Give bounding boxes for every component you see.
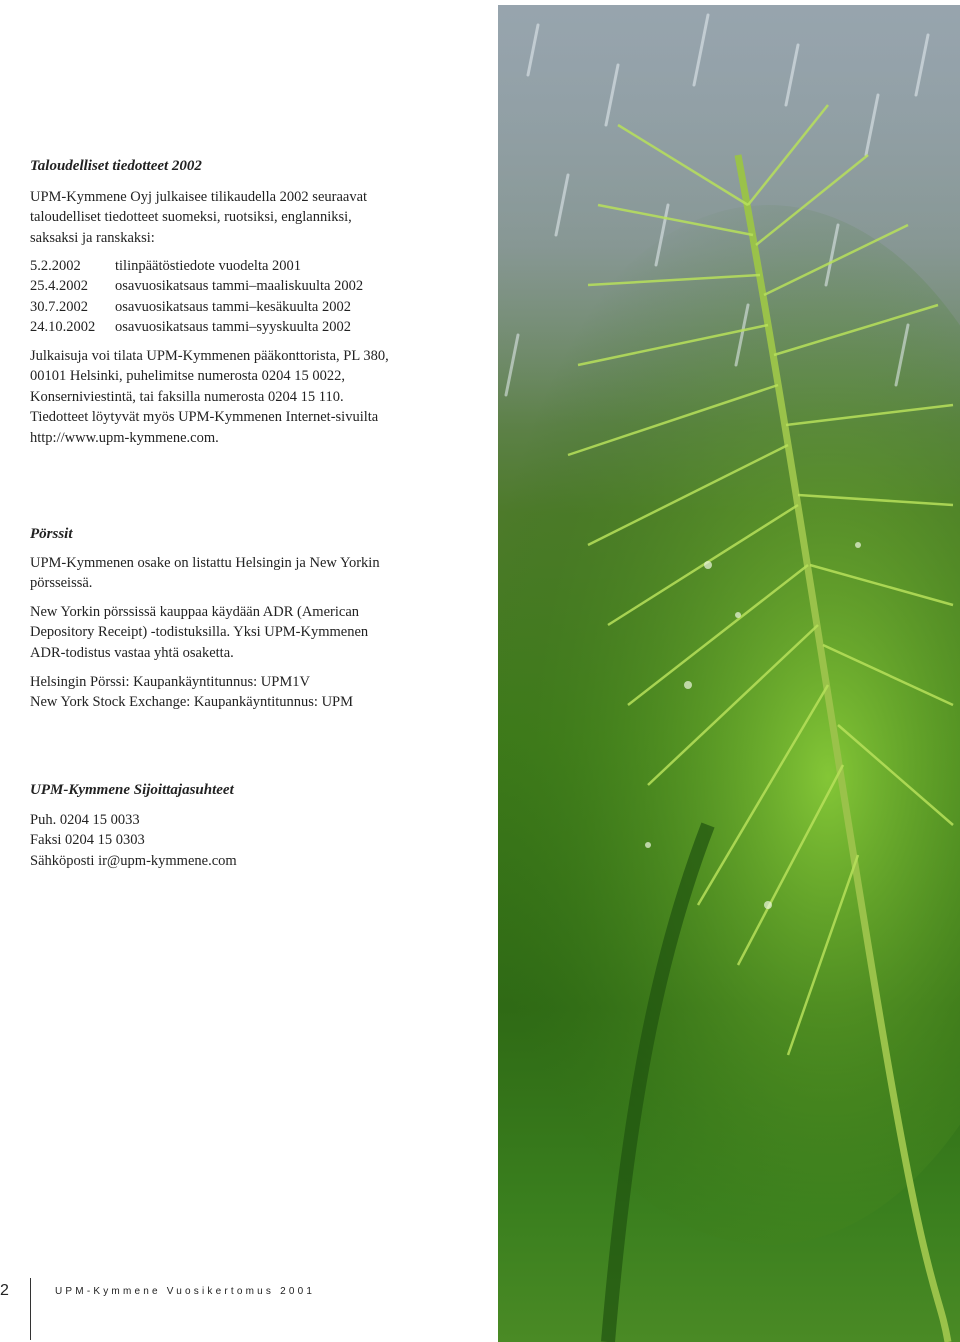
section-heading-investor-relations: UPM-Kymmene Sijoittajasuhteet [30, 782, 234, 798]
exchanges-paragraph-1 [30, 553, 470, 594]
footer-title: UPM-Kymmene Vuosikertomus 2001 [55, 1286, 316, 1297]
text-line: saksaksi ja ranskaksi: [30, 229, 155, 246]
financial-releases-intro [30, 187, 470, 248]
email-line: Sähköposti ir@upm-kymmene.com [30, 852, 237, 869]
text-line: Konserniviestintä, tai faksilla numerosta 0204 15 110. [30, 388, 344, 405]
text-line: New York Stock Exchange: Kaupankäyntitunnus: UPM [30, 694, 354, 711]
schedule-date: 25.4.2002 [30, 278, 88, 295]
page-number: 2 [0, 1282, 9, 1299]
section-heading-exchanges: Pörssit [30, 526, 73, 542]
fax-line: Faksi 0204 15 0303 [30, 832, 145, 849]
release-schedule-list [30, 256, 470, 338]
schedule-description: osavuosikatsaus tammi–kesäkuulta 2002 [115, 298, 351, 315]
text-line: Helsingin Pörssi: Kaupankäyntitunnus: UPM1V [30, 674, 310, 690]
order-info-paragraph [30, 346, 470, 448]
website-link: http://www.upm-kymmene.com. [30, 429, 219, 446]
schedule-date: 30.7.2002 [30, 298, 88, 315]
text-line: pörsseissä. [30, 575, 93, 592]
text-line: UPM-Kymmenen osake on listattu Helsingin ja New Yorkin [30, 555, 380, 571]
text-line: taloudelliset tiedotteet suomeksi, ruotsiksi, englanniksi, [30, 209, 352, 226]
schedule-description: osavuosikatsaus tammi–syyskuulta 2002 [115, 319, 352, 336]
schedule-description: tilinpäätöstiedote vuodelta 2001 [115, 258, 302, 274]
section-heading-financial-releases: Taloudelliset tiedotteet 2002 [30, 158, 202, 174]
schedule-row [30, 276, 470, 296]
text-line: Depository Receipt) -todistuksilla. Yksi UPM-Kymmenen [30, 624, 369, 641]
phone-line: Puh. 0204 15 0033 [30, 812, 140, 828]
text-line: Tiedotteet löytyvät myös UPM-Kymmenen Internet-sivuilta [30, 409, 379, 426]
schedule-date: 5.2.2002 [30, 258, 81, 274]
text-line: UPM-Kymmene Oyj julkaisee tilikaudella 2002 seuraavat [30, 189, 368, 205]
exchanges-paragraph-2 [30, 602, 470, 663]
investor-contact-info [30, 810, 470, 871]
schedule-date: 24.10.2002 [30, 319, 96, 336]
footer-divider [30, 1278, 31, 1340]
text-line: Julkaisuja voi tilata UPM-Kymmenen pääkonttorista, PL 380, [30, 348, 389, 364]
schedule-row [30, 297, 470, 317]
text-line: 00101 Helsinki, puhelimitse numerosta 0204 15 0022, [30, 368, 345, 385]
text-line: New Yorkin pörssissä kauppaa käydään ADR (American [30, 604, 360, 620]
schedule-row [30, 317, 470, 337]
text-line: ADR-todistus vastaa yhtä osaketta. [30, 644, 234, 661]
schedule-description: osavuosikatsaus tammi–maaliskuulta 2002 [115, 278, 364, 295]
ticker-symbols [30, 672, 470, 713]
schedule-row [30, 256, 470, 276]
pine-branch-photo [498, 5, 960, 1342]
